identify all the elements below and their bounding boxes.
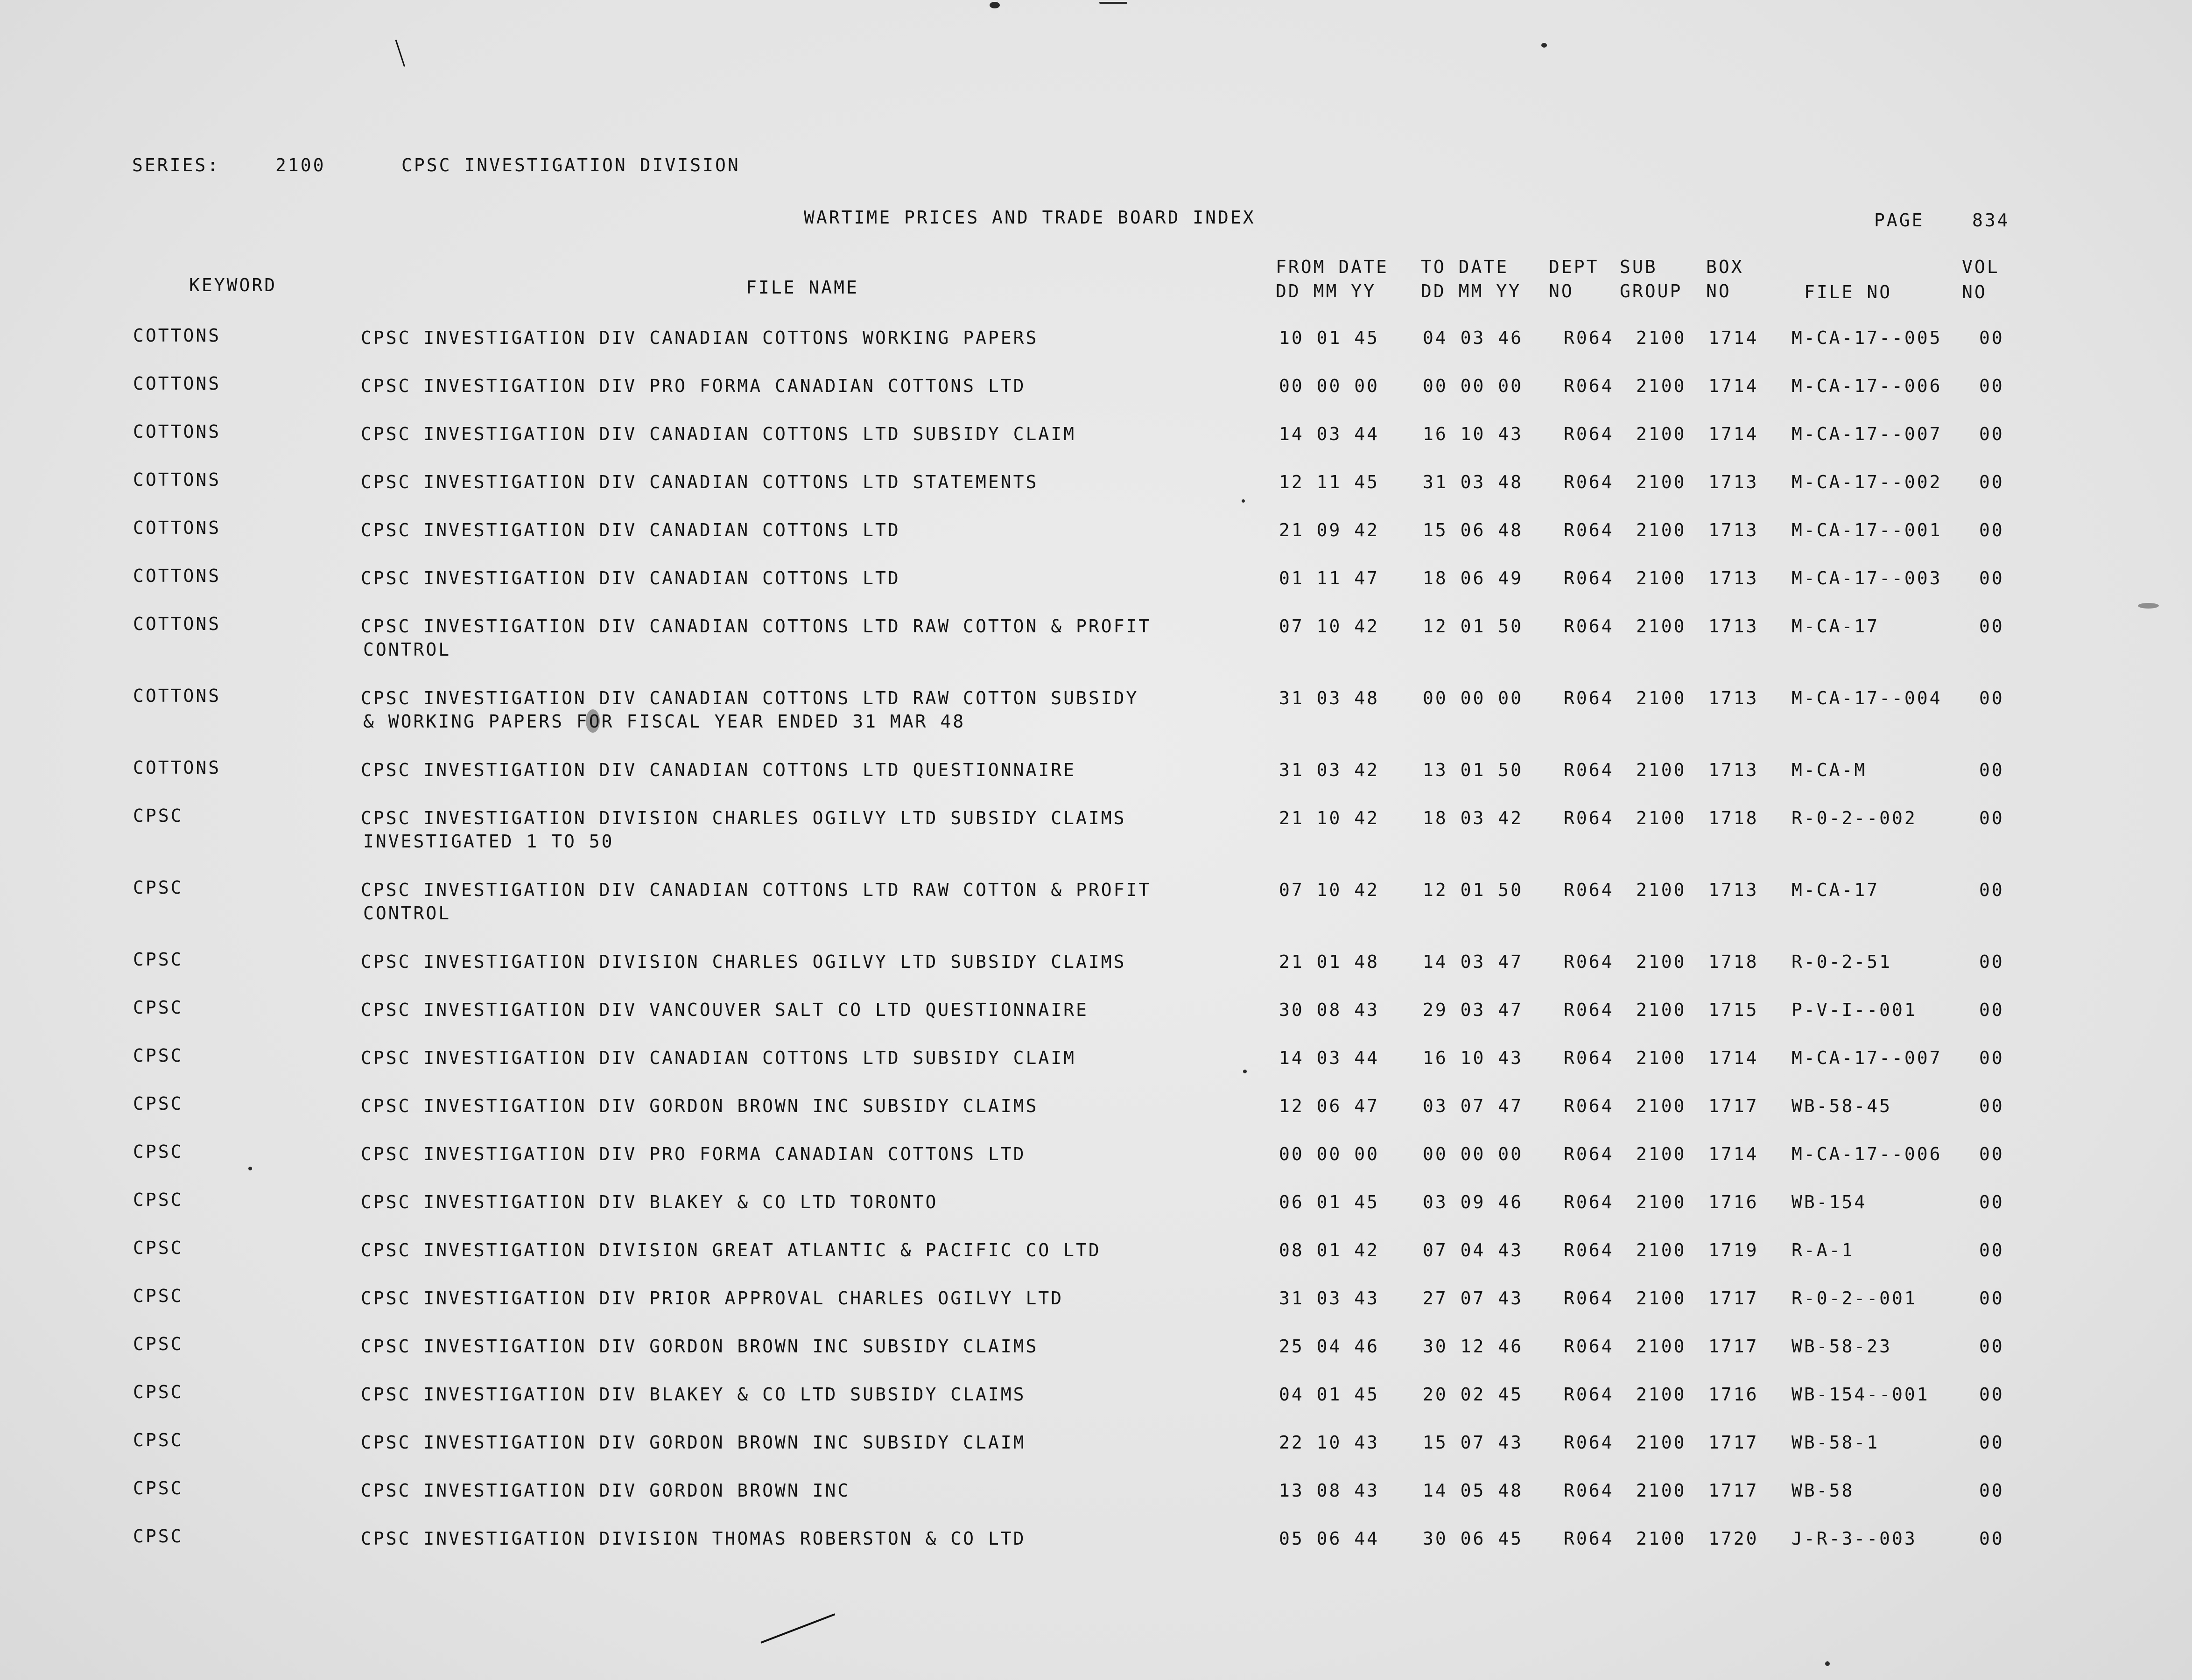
from-date-cell: 30 08 43 (1279, 1000, 1380, 1020)
file-name-cell: CPSC INVESTIGATION DIV GORDON BROWN INC SUBSIDY CLAIMS (361, 1096, 1039, 1116)
box-no-cell: 1715 (1708, 1000, 1759, 1020)
file-name-cell: CPSC INVESTIGATION DIV BLAKEY & CO LTD TORONTO (361, 1192, 938, 1212)
file-no-cell: WB-58-1 (1792, 1432, 1880, 1453)
to-date-cell: 07 04 43 (1423, 1240, 1524, 1260)
file-name-continuation: CONTROL (363, 903, 451, 924)
from-date-cell: 14 03 44 (1279, 1048, 1380, 1068)
vol-no-cell: 00 (1979, 880, 2004, 900)
column-header-box: BOX (1706, 257, 1744, 277)
to-date-cell: 00 00 00 (1423, 376, 1524, 396)
box-no-cell: 1720 (1708, 1528, 1759, 1549)
column-header-dept: DEPT (1549, 257, 1599, 277)
box-no-cell: 1717 (1708, 1288, 1759, 1309)
file-no-cell: WB-58 (1792, 1480, 1855, 1501)
scan-speck (2138, 603, 2159, 609)
file-name-cell: CPSC INVESTIGATION DIV CANADIAN COTTONS LTD SUBSIDY CLAIM (361, 1048, 1076, 1068)
to-date-cell: 15 06 48 (1423, 520, 1524, 540)
dept-no-cell: R064 (1564, 568, 1614, 588)
column-header-vol-no: NO (1962, 282, 1987, 302)
sub-group-cell: 2100 (1636, 1432, 1686, 1453)
pen-mark (395, 40, 405, 67)
file-no-cell: R-0-2-51 (1792, 952, 1892, 972)
keyword-cell: CPSC (133, 949, 183, 970)
column-header-from-date: FROM DATE (1276, 257, 1389, 277)
from-date-cell: 31 03 48 (1279, 688, 1380, 708)
file-no-cell: M-CA-17--006 (1792, 1144, 1942, 1164)
sub-group-cell: 2100 (1636, 1192, 1686, 1212)
box-no-cell: 1717 (1708, 1096, 1759, 1116)
to-date-cell: 16 10 43 (1423, 1048, 1524, 1068)
to-date-cell: 20 02 45 (1423, 1384, 1524, 1405)
vol-no-cell: 00 (1979, 760, 2004, 780)
sub-group-cell: 2100 (1636, 1528, 1686, 1549)
sub-group-cell: 2100 (1636, 952, 1686, 972)
from-date-cell: 31 03 42 (1279, 760, 1380, 780)
dept-no-cell: R064 (1564, 1528, 1614, 1549)
from-date-cell: 22 10 43 (1279, 1432, 1380, 1453)
keyword-cell: COTTONS (133, 421, 221, 442)
series-number: 2100 (275, 155, 326, 175)
dept-no-cell: R064 (1564, 1240, 1614, 1260)
to-date-cell: 12 01 50 (1423, 880, 1524, 900)
column-header-group: GROUP (1620, 281, 1683, 301)
column-header-sub: SUB (1620, 257, 1658, 277)
to-date-cell: 13 01 50 (1423, 760, 1524, 780)
file-name-cell: CPSC INVESTIGATION DIV PRIOR APPROVAL CHARLES OGILVY LTD (361, 1288, 1064, 1309)
dept-no-cell: R064 (1564, 952, 1614, 972)
file-name-cell: CPSC INVESTIGATION DIV CANADIAN COTTONS LTD (361, 520, 900, 540)
dept-no-cell: R064 (1564, 1288, 1614, 1309)
file-no-cell: M-CA-17--007 (1792, 1048, 1942, 1068)
sub-group-cell: 2100 (1636, 1144, 1686, 1164)
box-no-cell: 1717 (1708, 1480, 1759, 1501)
box-no-cell: 1713 (1708, 472, 1759, 492)
file-no-cell: R-0-2--002 (1792, 808, 1917, 828)
dept-no-cell: R064 (1564, 1048, 1614, 1068)
box-no-cell: 1714 (1708, 376, 1759, 396)
sub-group-cell: 2100 (1636, 616, 1686, 637)
sub-group-cell: 2100 (1636, 1336, 1686, 1357)
vol-no-cell: 00 (1979, 688, 2004, 708)
keyword-cell: CPSC (133, 1045, 183, 1066)
file-name-cell: CPSC INVESTIGATION DIV GORDON BROWN INC (361, 1480, 850, 1501)
file-name-cell: CPSC INVESTIGATION DIVISION CHARLES OGILVY LTD SUBSIDY CLAIMS (361, 808, 1126, 828)
file-no-cell: P-V-I--001 (1792, 1000, 1917, 1020)
sub-group-cell: 2100 (1636, 688, 1686, 708)
dept-no-cell: R064 (1564, 1144, 1614, 1164)
sub-group-cell: 2100 (1636, 568, 1686, 588)
keyword-cell: CPSC (133, 1526, 183, 1547)
file-name-continuation: & WORKING PAPERS FOR FISCAL YEAR ENDED 31 MAR 48 (363, 711, 966, 732)
sub-group-cell: 2100 (1636, 880, 1686, 900)
to-date-cell: 12 01 50 (1423, 616, 1524, 637)
column-header-box-no: NO (1706, 281, 1731, 301)
box-no-cell: 1719 (1708, 1240, 1759, 1260)
file-no-cell: M-CA-17--003 (1792, 568, 1942, 588)
box-no-cell: 1713 (1708, 616, 1759, 637)
file-name-cell: CPSC INVESTIGATION DIV CANADIAN COTTONS WORKING PAPERS (361, 328, 1039, 348)
vol-no-cell: 00 (1979, 1384, 2004, 1405)
column-header-from-date-format: DD MM YY (1276, 281, 1377, 301)
dept-no-cell: R064 (1564, 1000, 1614, 1020)
file-no-cell: WB-154 (1792, 1192, 1867, 1212)
from-date-cell: 08 01 42 (1279, 1240, 1380, 1260)
vol-no-cell: 00 (1979, 1096, 2004, 1116)
from-date-cell: 00 00 00 (1279, 376, 1380, 396)
sub-group-cell: 2100 (1636, 808, 1686, 828)
column-header-file-name: FILE NAME (746, 277, 859, 298)
to-date-cell: 14 03 47 (1423, 952, 1524, 972)
dept-no-cell: R064 (1564, 1096, 1614, 1116)
file-name-cell: CPSC INVESTIGATION DIV CANADIAN COTTONS LTD SUBSIDY CLAIM (361, 424, 1076, 444)
from-date-cell: 07 10 42 (1279, 616, 1380, 637)
dept-no-cell: R064 (1564, 808, 1614, 828)
dept-no-cell: R064 (1564, 1192, 1614, 1212)
keyword-cell: CPSC (133, 1286, 183, 1306)
dept-no-cell: R064 (1564, 1336, 1614, 1357)
file-no-cell: WB-154--001 (1792, 1384, 1930, 1405)
file-name-cell: CPSC INVESTIGATION DIV CANADIAN COTTONS LTD RAW COTTON & PROFIT (361, 616, 1152, 637)
keyword-cell: COTTONS (133, 373, 221, 394)
sub-group-cell: 2100 (1636, 472, 1686, 492)
to-date-cell: 15 07 43 (1423, 1432, 1524, 1453)
dept-no-cell: R064 (1564, 688, 1614, 708)
from-date-cell: 21 09 42 (1279, 520, 1380, 540)
from-date-cell: 06 01 45 (1279, 1192, 1380, 1212)
from-date-cell: 12 06 47 (1279, 1096, 1380, 1116)
file-name-cell: CPSC INVESTIGATION DIVISION CHARLES OGILVY LTD SUBSIDY CLAIMS (361, 952, 1126, 972)
vol-no-cell: 00 (1979, 1192, 2004, 1212)
keyword-cell: CPSC (133, 1382, 183, 1402)
vol-no-cell: 00 (1979, 568, 2004, 588)
file-no-cell: M-CA-17--001 (1792, 520, 1942, 540)
to-date-cell: 00 00 00 (1423, 688, 1524, 708)
from-date-cell: 10 01 45 (1279, 328, 1380, 348)
vol-no-cell: 00 (1979, 808, 2004, 828)
box-no-cell: 1713 (1708, 760, 1759, 780)
from-date-cell: 21 10 42 (1279, 808, 1380, 828)
sub-group-cell: 2100 (1636, 1096, 1686, 1116)
from-date-cell: 01 11 47 (1279, 568, 1380, 588)
file-name-continuation: INVESTIGATED 1 TO 50 (363, 831, 614, 852)
keyword-cell: COTTONS (133, 325, 221, 346)
to-date-cell: 31 03 48 (1423, 472, 1524, 492)
dept-no-cell: R064 (1564, 520, 1614, 540)
scan-speck (1541, 43, 1547, 48)
from-date-cell: 13 08 43 (1279, 1480, 1380, 1501)
column-header-to-date-format: DD MM YY (1421, 281, 1522, 301)
file-no-cell: M-CA-17--007 (1792, 424, 1942, 444)
keyword-cell: CPSC (133, 1478, 183, 1498)
column-header-to-date: TO DATE (1421, 257, 1509, 277)
vol-no-cell: 00 (1979, 1240, 2004, 1260)
file-name-cell: CPSC INVESTIGATION DIVISION GREAT ATLANTIC & PACIFIC CO LTD (361, 1240, 1101, 1260)
box-no-cell: 1714 (1708, 1048, 1759, 1068)
keyword-cell: COTTONS (133, 686, 221, 706)
to-date-cell: 29 03 47 (1423, 1000, 1524, 1020)
file-name-cell: CPSC INVESTIGATION DIV CANADIAN COTTONS LTD STATEMENTS (361, 472, 1039, 492)
index-title: WARTIME PRICES AND TRADE BOARD INDEX (804, 207, 1256, 228)
box-no-cell: 1713 (1708, 568, 1759, 588)
to-date-cell: 00 00 00 (1423, 1144, 1524, 1164)
from-date-cell: 07 10 42 (1279, 880, 1380, 900)
file-no-cell: M-CA-17--002 (1792, 472, 1942, 492)
column-header-file-no: FILE NO (1804, 282, 1892, 302)
dept-no-cell: R064 (1564, 1384, 1614, 1405)
keyword-cell: CPSC (133, 1430, 183, 1450)
to-date-cell: 18 03 42 (1423, 808, 1524, 828)
keyword-cell: COTTONS (133, 614, 221, 634)
box-no-cell: 1717 (1708, 1432, 1759, 1453)
vol-no-cell: 00 (1979, 1528, 2004, 1549)
keyword-cell: CPSC (133, 1141, 183, 1162)
file-no-cell: M-CA-17--005 (1792, 328, 1942, 348)
file-name-cell: CPSC INVESTIGATION DIVISION THOMAS ROBERSTON & CO LTD (361, 1528, 1026, 1549)
file-name-cell: CPSC INVESTIGATION DIV GORDON BROWN INC SUBSIDY CLAIM (361, 1432, 1026, 1453)
page-number: 834 (1972, 210, 2010, 231)
sub-group-cell: 2100 (1636, 376, 1686, 396)
file-no-cell: WB-58-23 (1792, 1336, 1892, 1357)
file-name-cell: CPSC INVESTIGATION DIV CANADIAN COTTONS LTD RAW COTTON & PROFIT (361, 880, 1152, 900)
keyword-cell: COTTONS (133, 469, 221, 490)
column-header-vol: VOL (1962, 257, 2000, 277)
sub-group-cell: 2100 (1636, 520, 1686, 540)
sub-group-cell: 2100 (1636, 1480, 1686, 1501)
to-date-cell: 30 06 45 (1423, 1528, 1524, 1549)
sub-group-cell: 2100 (1636, 328, 1686, 348)
sub-group-cell: 2100 (1636, 1288, 1686, 1309)
file-name-cell: CPSC INVESTIGATION DIV PRO FORMA CANADIAN COTTONS LTD (361, 1144, 1026, 1164)
file-no-cell: M-CA-M (1792, 760, 1867, 780)
vol-no-cell: 00 (1979, 424, 2004, 444)
sub-group-cell: 2100 (1636, 760, 1686, 780)
dept-no-cell: R064 (1564, 760, 1614, 780)
box-no-cell: 1714 (1708, 1144, 1759, 1164)
to-date-cell: 16 10 43 (1423, 424, 1524, 444)
vol-no-cell: 00 (1979, 1000, 2004, 1020)
vol-no-cell: 00 (1979, 1288, 2004, 1309)
column-header-dept-no: NO (1549, 281, 1574, 301)
vol-no-cell: 00 (1979, 376, 2004, 396)
file-name-cell: CPSC INVESTIGATION DIV GORDON BROWN INC SUBSIDY CLAIMS (361, 1336, 1039, 1357)
keyword-cell: CPSC (133, 1093, 183, 1114)
file-name-cell: CPSC INVESTIGATION DIV VANCOUVER SALT CO LTD QUESTIONNAIRE (361, 1000, 1089, 1020)
keyword-cell: CPSC (133, 1190, 183, 1210)
from-date-cell: 00 00 00 (1279, 1144, 1380, 1164)
file-no-cell: M-CA-17 (1792, 880, 1880, 900)
vol-no-cell: 00 (1979, 1048, 2004, 1068)
from-date-cell: 05 06 44 (1279, 1528, 1380, 1549)
vol-no-cell: 00 (1979, 1432, 2004, 1453)
file-name-cell: CPSC INVESTIGATION DIV CANADIAN COTTONS LTD (361, 568, 900, 588)
vol-no-cell: 00 (1979, 328, 2004, 348)
file-name-cell: CPSC INVESTIGATION DIV BLAKEY & CO LTD SUBSIDY CLAIMS (361, 1384, 1026, 1405)
dept-no-cell: R064 (1564, 1480, 1614, 1501)
file-name-continuation: CONTROL (363, 639, 451, 660)
scan-speck (1825, 1661, 1830, 1666)
scan-speck (1243, 1070, 1247, 1073)
sub-group-cell: 2100 (1636, 1048, 1686, 1068)
sub-group-cell: 2100 (1636, 1000, 1686, 1020)
to-date-cell: 18 06 49 (1423, 568, 1524, 588)
from-date-cell: 12 11 45 (1279, 472, 1380, 492)
from-date-cell: 21 01 48 (1279, 952, 1380, 972)
box-no-cell: 1714 (1708, 424, 1759, 444)
to-date-cell: 30 12 46 (1423, 1336, 1524, 1357)
box-no-cell: 1713 (1708, 688, 1759, 708)
keyword-cell: COTTONS (133, 518, 221, 538)
sub-group-cell: 2100 (1636, 1384, 1686, 1405)
file-no-cell: M-CA-17--004 (1792, 688, 1942, 708)
from-date-cell: 31 03 43 (1279, 1288, 1380, 1309)
file-no-cell: M-CA-17 (1792, 616, 1880, 637)
dept-no-cell: R064 (1564, 1432, 1614, 1453)
keyword-cell: CPSC (133, 805, 183, 826)
vol-no-cell: 00 (1979, 616, 2004, 637)
box-no-cell: 1718 (1708, 952, 1759, 972)
vol-no-cell: 00 (1979, 520, 2004, 540)
scan-speck (1099, 2, 1127, 4)
keyword-cell: CPSC (133, 1334, 183, 1354)
file-no-cell: WB-58-45 (1792, 1096, 1892, 1116)
box-no-cell: 1714 (1708, 328, 1759, 348)
vol-no-cell: 00 (1979, 952, 2004, 972)
pen-mark (760, 1613, 835, 1644)
dept-no-cell: R064 (1564, 616, 1614, 637)
file-name-cell: CPSC INVESTIGATION DIV CANADIAN COTTONS LTD RAW COTTON SUBSIDY (361, 688, 1139, 708)
dept-no-cell: R064 (1564, 424, 1614, 444)
scan-speck (1242, 499, 1245, 503)
file-no-cell: R-A-1 (1792, 1240, 1855, 1260)
from-date-cell: 04 01 45 (1279, 1384, 1380, 1405)
keyword-cell: COTTONS (133, 566, 221, 586)
file-no-cell: R-0-2--001 (1792, 1288, 1917, 1309)
vol-no-cell: 00 (1979, 1144, 2004, 1164)
sub-group-cell: 2100 (1636, 1240, 1686, 1260)
to-date-cell: 27 07 43 (1423, 1288, 1524, 1309)
file-name-cell: CPSC INVESTIGATION DIV PRO FORMA CANADIAN COTTONS LTD (361, 376, 1026, 396)
column-header-keyword: KEYWORD (189, 275, 277, 295)
scan-speck (248, 1167, 252, 1170)
file-name-cell: CPSC INVESTIGATION DIV CANADIAN COTTONS LTD QUESTIONNAIRE (361, 760, 1076, 780)
file-no-cell: J-R-3--003 (1792, 1528, 1917, 1549)
dept-no-cell: R064 (1564, 472, 1614, 492)
to-date-cell: 03 09 46 (1423, 1192, 1524, 1212)
from-date-cell: 14 03 44 (1279, 424, 1380, 444)
from-date-cell: 25 04 46 (1279, 1336, 1380, 1357)
keyword-cell: CPSC (133, 1238, 183, 1258)
box-no-cell: 1713 (1708, 520, 1759, 540)
sub-group-cell: 2100 (1636, 424, 1686, 444)
vol-no-cell: 00 (1979, 1336, 2004, 1357)
keyword-cell: CPSC (133, 997, 183, 1018)
to-date-cell: 14 05 48 (1423, 1480, 1524, 1501)
file-no-cell: M-CA-17--006 (1792, 376, 1942, 396)
division-title: CPSC INVESTIGATION DIVISION (401, 155, 740, 175)
dept-no-cell: R064 (1564, 376, 1614, 396)
series-label: SERIES: (132, 155, 220, 175)
dept-no-cell: R064 (1564, 328, 1614, 348)
keyword-cell: COTTONS (133, 757, 221, 778)
dept-no-cell: R064 (1564, 880, 1614, 900)
keyword-cell: CPSC (133, 877, 183, 898)
box-no-cell: 1716 (1708, 1384, 1759, 1405)
box-no-cell: 1713 (1708, 880, 1759, 900)
vol-no-cell: 00 (1979, 472, 2004, 492)
vol-no-cell: 00 (1979, 1480, 2004, 1501)
scan-speck (990, 2, 1000, 8)
to-date-cell: 03 07 47 (1423, 1096, 1524, 1116)
box-no-cell: 1718 (1708, 808, 1759, 828)
box-no-cell: 1716 (1708, 1192, 1759, 1212)
page-label: PAGE (1874, 210, 1925, 231)
to-date-cell: 04 03 46 (1423, 328, 1524, 348)
box-no-cell: 1717 (1708, 1336, 1759, 1357)
